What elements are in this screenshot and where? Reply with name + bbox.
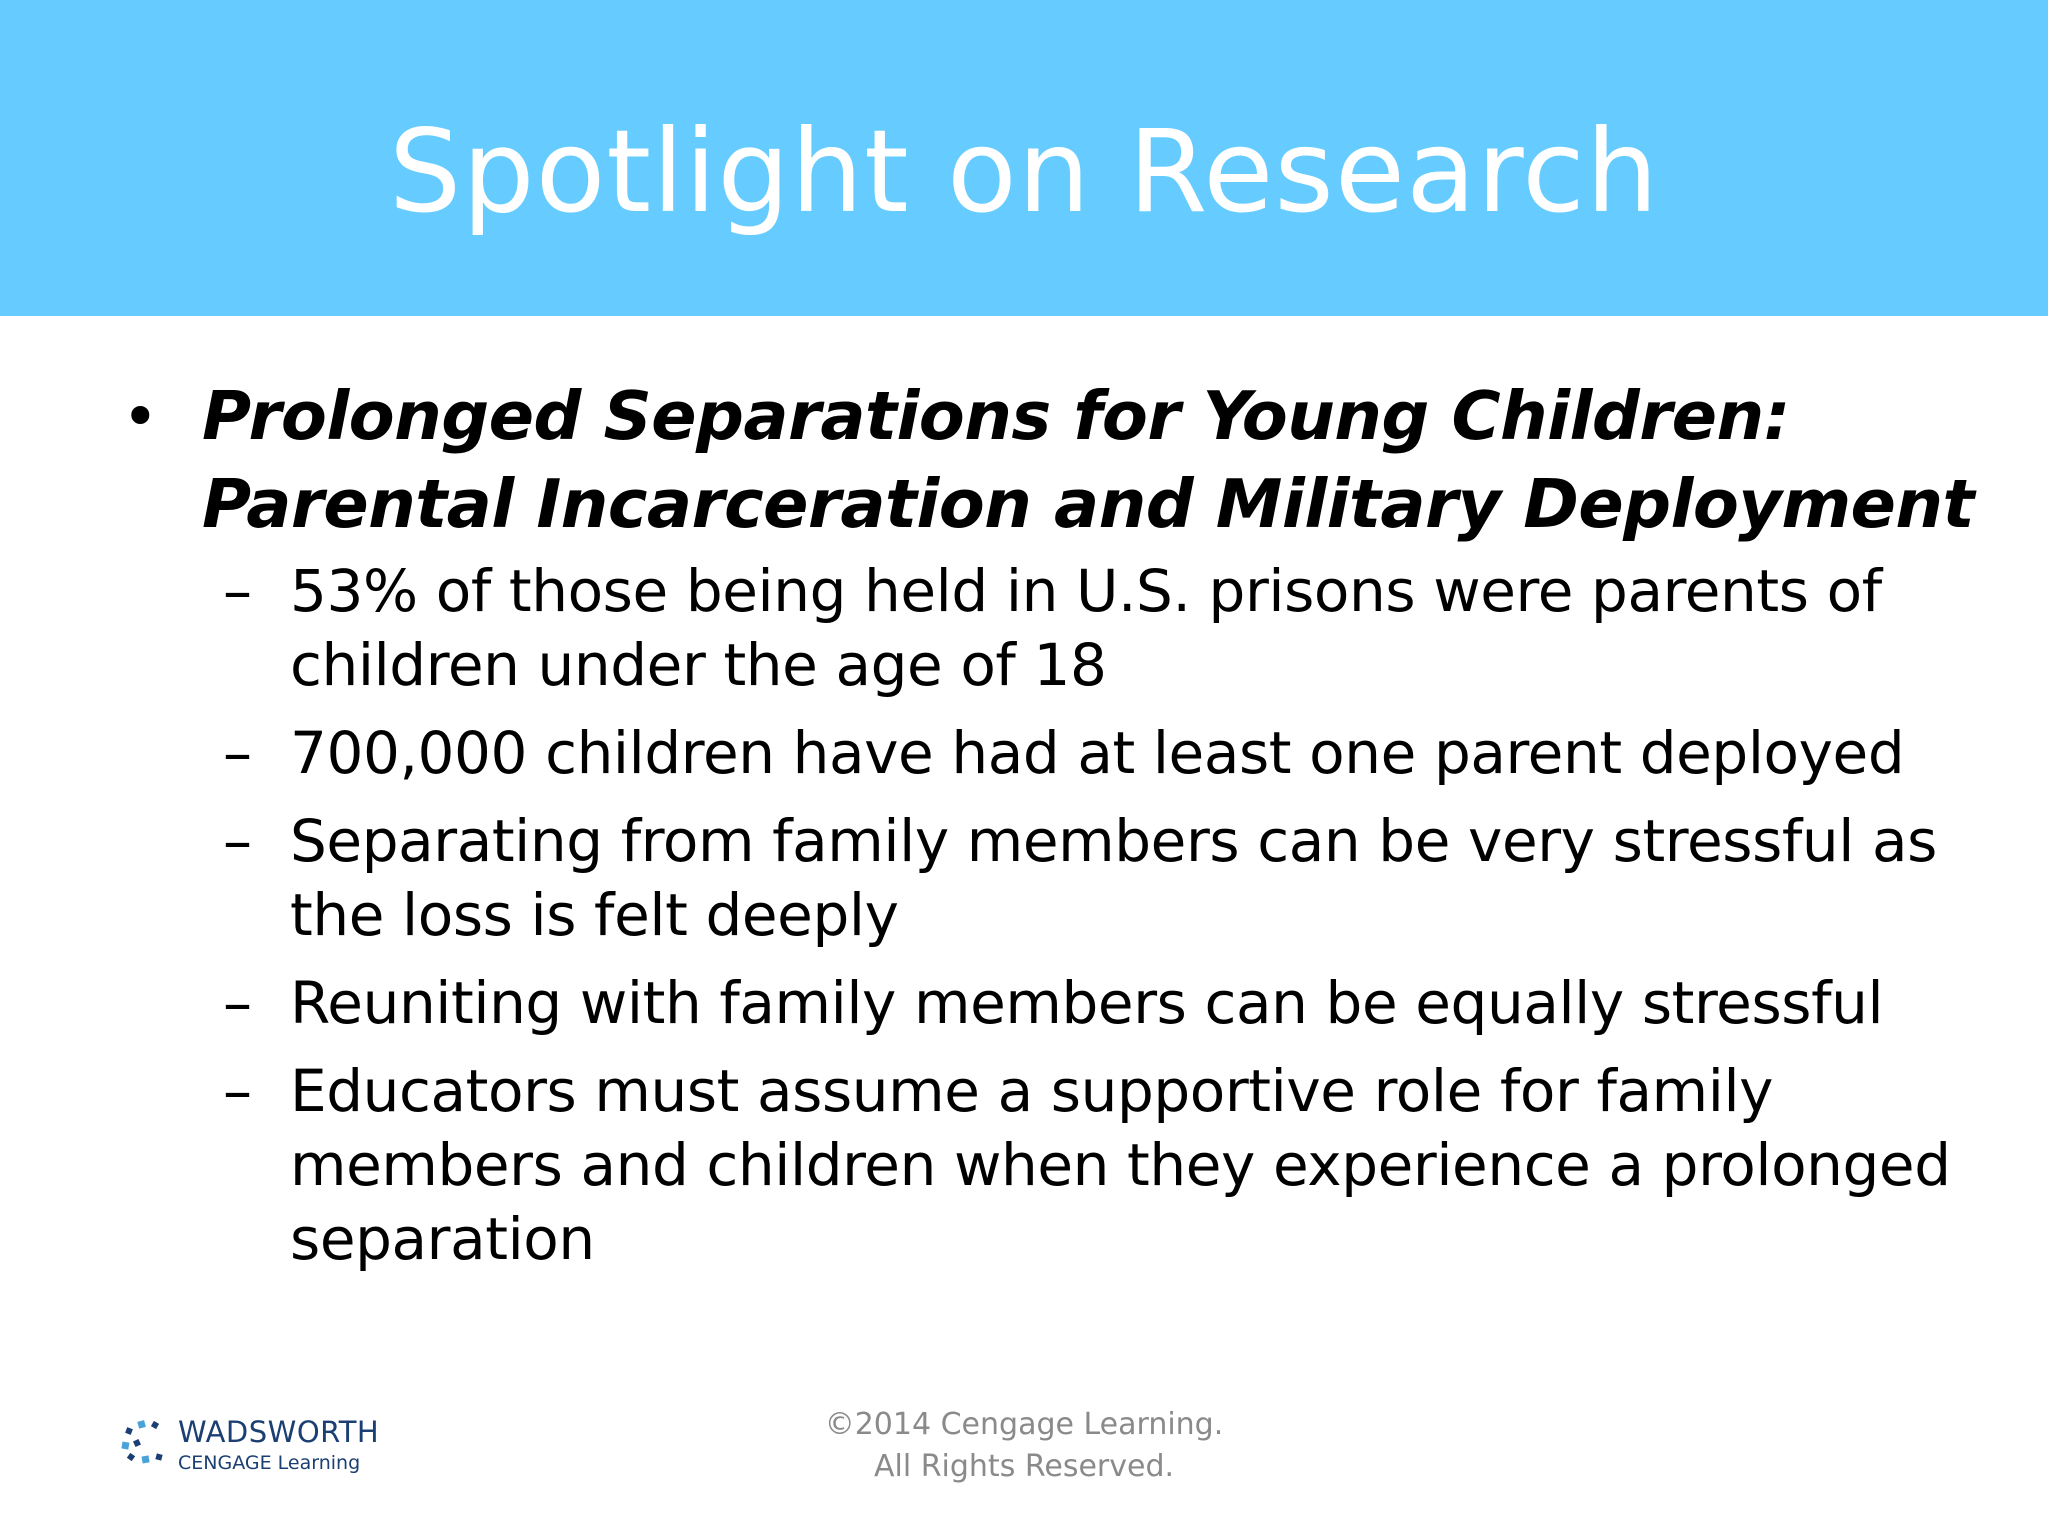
logo-brand-text: WADSWORTH	[178, 1415, 380, 1449]
main-bullet-text: Prolonged Separations for Young Children: Parental Incarceration and Military Deployment	[202, 377, 1974, 543]
dash-marker: –	[223, 719, 252, 787]
dash-marker: –	[223, 969, 252, 1037]
dash-marker: –	[223, 557, 252, 625]
main-bullet	[120, 372, 2000, 548]
sub-bullet-text: Educators must assume a supportive role for family members and children when they experience a prolonged separation	[290, 1057, 1951, 1273]
dash-marker: –	[223, 807, 252, 875]
cengage-logo-icon	[120, 1416, 174, 1470]
sub-bullet-text: Reuniting with family members can be equally stressful	[290, 969, 1884, 1037]
slide-title: Spotlight on Research	[388, 105, 1660, 238]
sub-bullet-text: 700,000 children have had at least one parent deployed	[290, 719, 1905, 787]
sub-bullet-item	[120, 966, 2000, 1040]
sub-bullet-item	[120, 716, 2000, 790]
copyright-line-2: All Rights Reserved.	[873, 1449, 1175, 1484]
copyright-notice	[724, 1404, 1324, 1488]
bullet-dot: •	[122, 380, 159, 453]
sub-bullet-text: 53% of those being held in U.S. prisons were parents of children under the age of 18	[290, 557, 1882, 699]
slide-body	[120, 372, 2000, 1290]
sub-bullet-text: Separating from family members can be very stressful as the loss is felt deeply	[290, 807, 1937, 949]
sub-bullet-list	[120, 554, 2000, 1276]
logo-sub-text: CENGAGE Learning	[178, 1452, 361, 1474]
sub-bullet-item	[120, 1054, 2000, 1276]
title-banner	[0, 0, 2048, 316]
wadsworth-cengage-logo	[120, 1412, 400, 1482]
sub-bullet-item	[120, 554, 2000, 702]
dash-marker: –	[223, 1057, 252, 1125]
sub-bullet-item	[120, 804, 2000, 952]
copyright-line-1: ©2014 Cengage Learning.	[824, 1407, 1224, 1442]
